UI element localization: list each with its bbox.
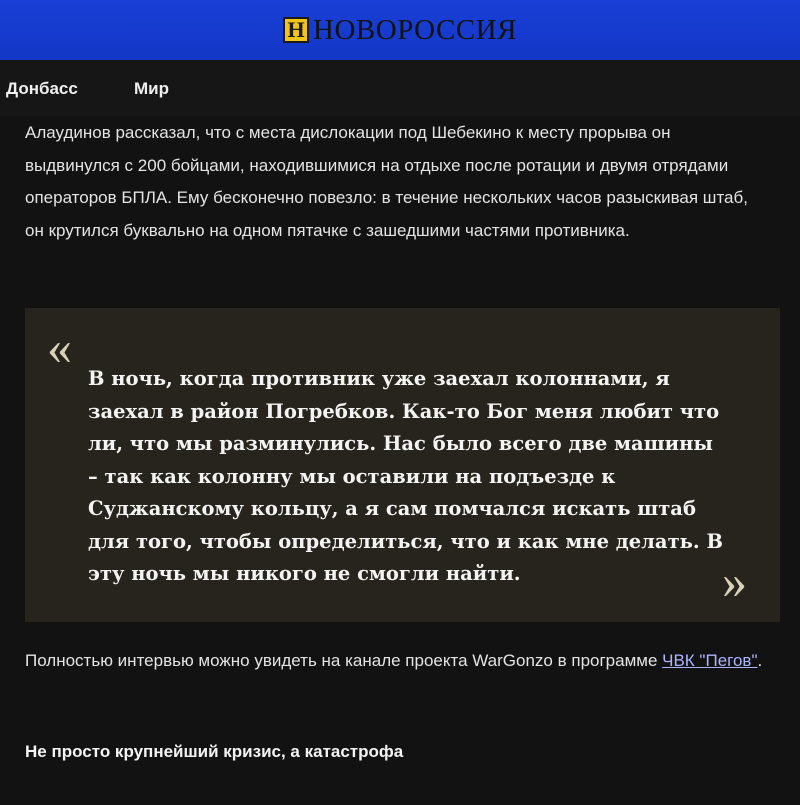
source-text: Полностью интервью можно увидеть на канале проекта WarGonzo в программе xyxy=(25,651,663,670)
program-link[interactable]: ЧВК "Пегов" xyxy=(662,651,758,670)
site-logo[interactable] xyxy=(283,13,517,46)
blockquote xyxy=(25,308,780,622)
quote-text: В ночь, когда противник уже заехал колоннами, я заехал в район Погребков. Как-то Бог меня любит что ли, что мы разминулись. Нас было всего две машины – так как колонну мы оставили на подъезде к Суджанскому кольцу, а я сам помчался искать штаб для того, чтобы определиться, что и как мне делать. В эту ночь мы никого не смогли найти. xyxy=(88,367,723,585)
article-paragraph-source xyxy=(25,645,765,678)
site-header xyxy=(0,0,800,60)
category-nav xyxy=(0,60,800,116)
section-subheading: Не просто крупнейший кризис, а катастрофа xyxy=(25,742,404,761)
logo-mark-icon: Н xyxy=(283,17,309,43)
site-name: НОВОРОССИЯ xyxy=(313,13,517,46)
quote-open-icon: « xyxy=(47,319,72,375)
nav-item-donbass[interactable]: Донбасс xyxy=(6,79,78,98)
quote-close-icon: » xyxy=(722,553,747,609)
source-text-end: . xyxy=(757,651,763,670)
nav-item-world[interactable]: Мир xyxy=(134,79,169,98)
article-paragraph: Алаудинов рассказал, что с места дислокации под Шебекино к месту прорыва он выдвинулся с 200 бойцами, находившимися на отдыхе после ротации и двумя отрядами операторов БПЛА. Ему бесконечно повезло: в течение нескольких часов разыскивая штаб, он крутился буквально на одном пятачке с зашедшими частями противника. xyxy=(25,123,748,240)
